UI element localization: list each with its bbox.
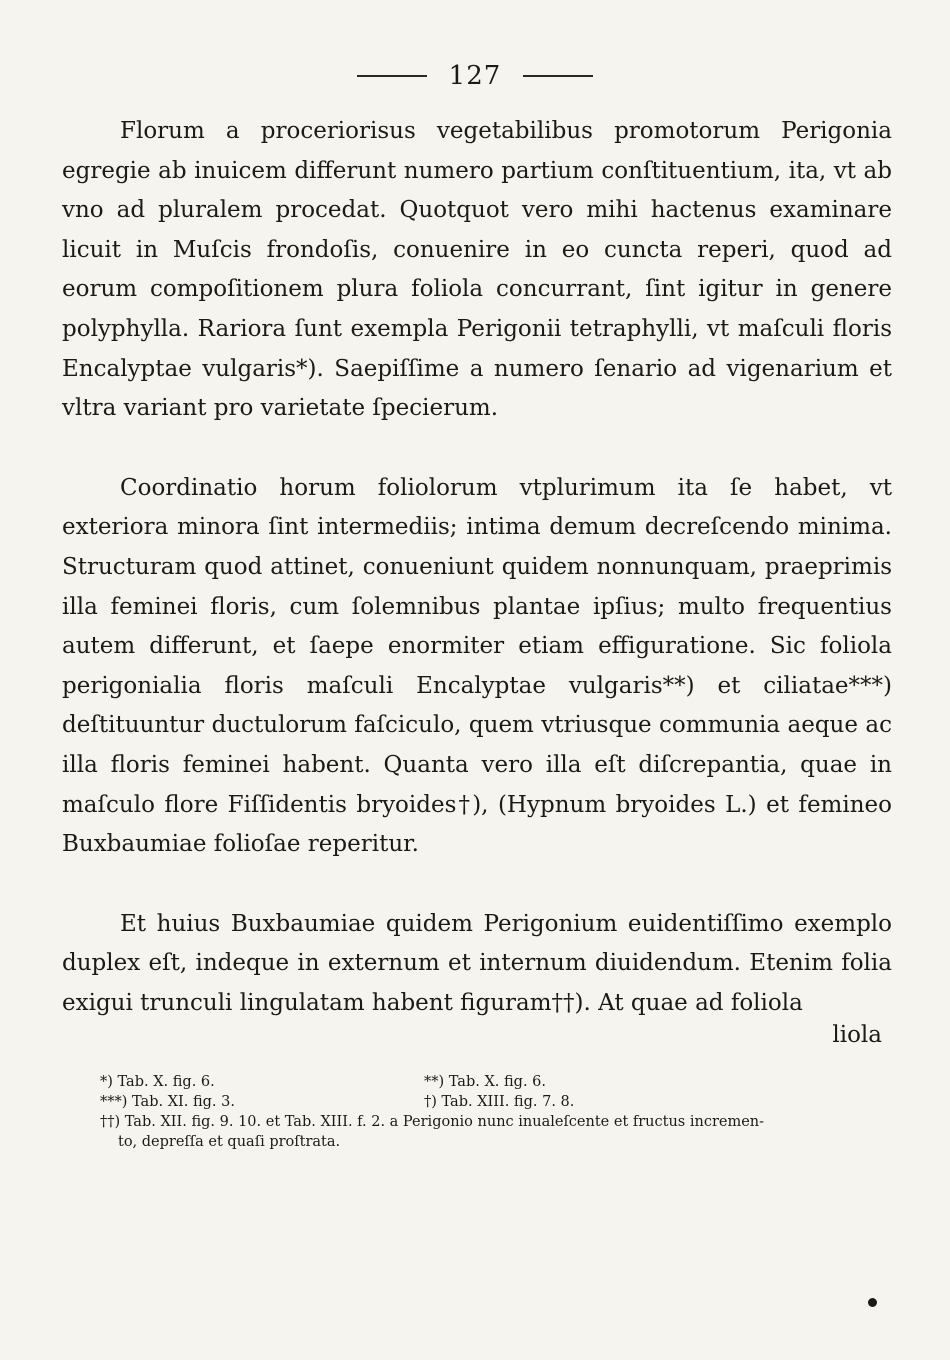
footnote-5: ††) Tab. XII. fig. 9. 10. et Tab. XIII. f. 2. a Perigonio nunc inualeſcente et fructus incremen- bbox=[100, 1114, 765, 1130]
paragraph-3: Et huius Buxbaumiae quidem Perigonium euidentiſſimo exemplo duplex eſt, indeque in externum et internum diuidendum. Etenim folia exigui trunculi lingulatam habent figuram††). At quae ad foliola bbox=[62, 910, 892, 1016]
catchword: liola bbox=[832, 1022, 882, 1048]
paragraph-2: Coordinatio horum foliolorum vtplurimum ita ſe habet, vt exteriora minora ſint intermediis; intima demum decreſcendo minima. Structuram quod attinet, conueniunt quidem nonnunquam, praeprimis illa feminei floris, cum ſolemnibus plantae ipſius; multo frequentius autem differunt, et ſaepe enormiter etiam effiguratione. Sic foliola perigonialia floris maſculi Encalyptae vulgaris**) et ciliatae***) deſtituuntur ductulorum faſciculo, quem vtriusque communia aeque ac illa floris feminei habent. Quanta vero illa eſt diſcrepantia, quae in maſculo flore Fiſſidentis bryoides†), (Hypnum bryoides L.) et femineo Buxbaumiae folioſae reperitur. bbox=[62, 474, 892, 858]
paragraph-1: Florum a proceriorisus vegetabilibus promotorum Perigonia egregie ab inuicem differunt numero partium conſtituentium, ita, vt ab vno ad pluralem procedat. Quotquot vero mihi hactenus examinare licuit in Muſcis frondoſis, conuenire in eo cuncta reperi, quod ad eorum compoſitionem plura foliola concurrant, ſint igitur in genere polyphylla. Rariora ſunt exempla Perigonii tetraphylli, vt maſculi floris Encalyptae vulgaris*). Saepiſſime a numero ſenario ad vigenarium et vltra variant pro varietate ſpecierum. bbox=[62, 118, 892, 422]
footnote-2: **) Tab. X. fig. 6. bbox=[424, 1074, 547, 1090]
footnote-5-continuation: to, depreſſa et quaſi proſtrata. bbox=[118, 1134, 341, 1150]
footnote-row-2 bbox=[62, 1092, 892, 1112]
footnote-row-1 bbox=[62, 1072, 892, 1092]
body-text bbox=[62, 112, 892, 1023]
left-rule bbox=[357, 75, 427, 77]
page-header bbox=[0, 58, 950, 94]
ink-dot bbox=[868, 1298, 877, 1307]
footnotes bbox=[62, 1072, 892, 1152]
footnote-4: †) Tab. XIII. fig. 7. 8. bbox=[424, 1094, 575, 1110]
footnote-3: ***) Tab. XI. fig. 3. bbox=[100, 1094, 235, 1110]
page-number: 127 bbox=[448, 61, 502, 91]
right-rule bbox=[523, 75, 593, 77]
footnote-1: *) Tab. X. fig. 6. bbox=[100, 1074, 215, 1090]
